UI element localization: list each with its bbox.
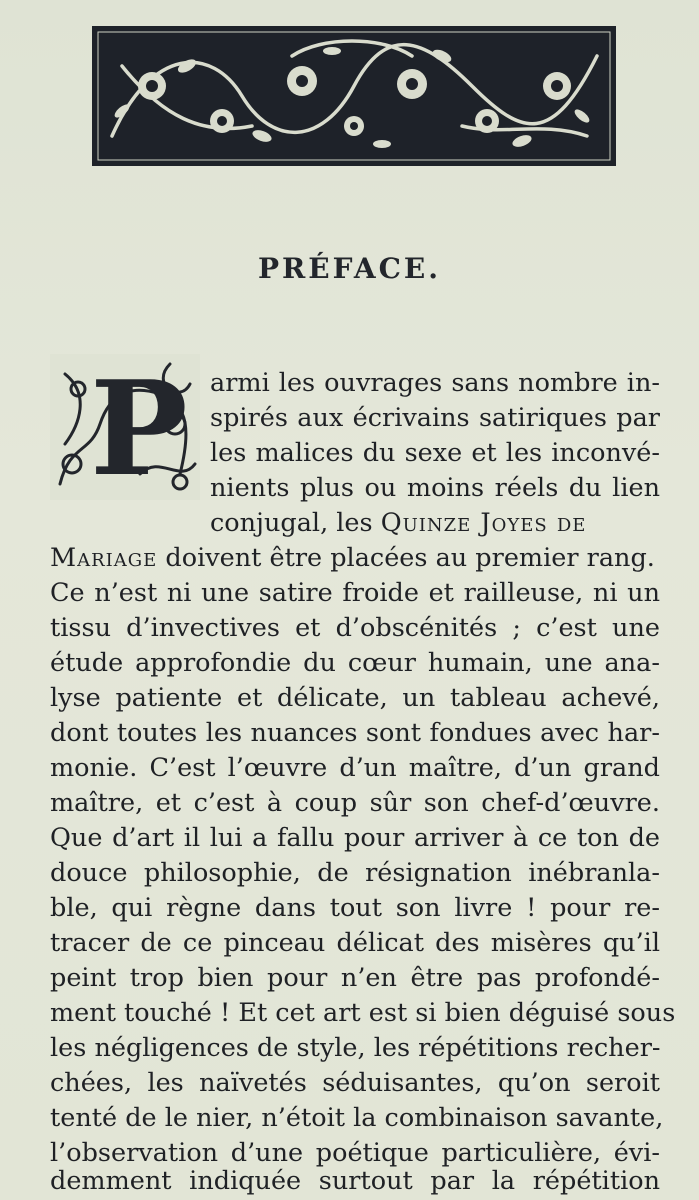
ornate-initial-p-icon [50,354,200,500]
text-line: monie. C’est l’œuvre d’un maître, d’un grand [50,753,660,783]
text-line: les négligences de style, les répétitions recher- [50,1033,661,1063]
text-line: les malices du sexe et les inconvé- [210,438,660,468]
book-title-small-caps: Quinze Joyes de [380,508,587,538]
text-segment: doivent être placées au premier rang. [157,543,655,573]
text-line: peint trop bien pour n’en être pas profondé- [50,963,660,993]
dropcap-letter: P [90,354,188,500]
text-line: tenté de le nier, n’étoit la combinaison savante, [50,1103,664,1133]
text-line: l’observation d’une poétique particulière, évi- [50,1138,660,1168]
text-line: lyse patiente et délicate, un tableau achevé, [50,683,660,713]
text-line: douce philosophie, de résignation inébranla- [50,858,660,888]
text-line [50,543,660,573]
floral-ornament-icon [92,26,616,166]
page-title: PRÉFACE. [257,252,441,285]
book-title-small-caps: Mariage [50,543,158,573]
text-line: tracer de ce pinceau délicat des misères qu’il [50,928,660,958]
text-line: ment touché ! Et cet art est si bien déguisé sous [50,998,676,1028]
text-line: chées, les naïvetés séduisantes, qu’on seroit [50,1068,660,1098]
text-line: maître, et c’est à coup sûr son chef-d’œuvre. [50,788,660,818]
text-line: armi les ouvrages sans nombre in- [210,368,660,398]
text-line: Que d’art il lui a fallu pour arriver à ce ton de [50,823,660,853]
text-line: étude approfondie du cœur humain, une ana- [50,648,660,678]
text-line: demment indiquée surtout par la répétition [50,1166,660,1196]
text-line: Ce n’est ni une satire froide et railleuse, ni un [50,578,660,608]
text-line: nients plus ou moins réels du lien [210,473,660,503]
text-segment: conjugal, les [210,508,381,538]
text-line: tissu d’invectives et d’obscénités ; c’est une [50,613,660,643]
text-line: ble, qui règne dans tout son livre ! pour re- [50,893,660,923]
text-line: spirés aux écrivains satiriques par [210,403,660,433]
text-line: dont toutes les nuances sont fondues avec har- [50,718,660,748]
text-line [210,508,660,538]
